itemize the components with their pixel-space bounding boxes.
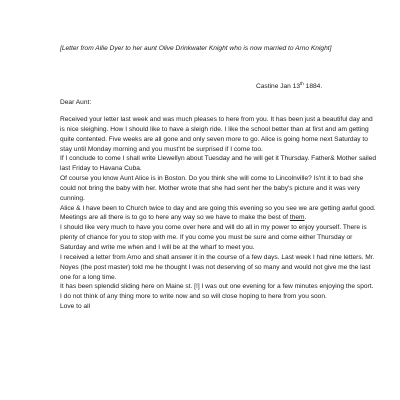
underlined-word: them xyxy=(289,214,305,222)
editor-note: [Letter from Allie Dyer to her aunt Olive Drinkwater Knight who is now married to Arno Knight] xyxy=(60,45,332,52)
paragraph: It has been splendid sliding here on Maine st. [!] I was out one evening for a few minutes enjoying the sport. xyxy=(60,283,374,291)
closing: Love to all xyxy=(60,303,91,311)
meetings-end: . xyxy=(304,214,307,222)
paragraph: I do not think of any thing more to write now and so will close hoping to here from you soon. xyxy=(60,293,327,301)
dateline xyxy=(256,79,322,92)
paragraph: Alice & I have been to Church twice to day and are going this evening so you see we are getting awful good. xyxy=(60,204,376,212)
paragraph: If I conclude to come I shall write Llewellyn about Tuesday and he will get it Thursday. Father& Mother sailed last Friday to Havana Cuba. xyxy=(60,155,377,173)
letter-body xyxy=(60,115,378,312)
paragraph: Of course you know Aunt Alice is in Boston. Do you think she will come to Lincolnville? Is'nt it to bad she could not bring the baby with her. Mother wrote that she had sent her the baby's picture and it was very cunning. xyxy=(60,175,364,202)
salutation: Dear Aunt: xyxy=(60,99,92,106)
paragraph-meetings xyxy=(60,213,378,223)
meetings-text: Meetings are all there is to go to here any way so we have to make the best of xyxy=(60,214,288,222)
paragraph: I received a letter from Arno and shall answer it in the course of a few days. Last week I had nine letters. Mr. Noyes (the post master) told me he thought I was not deserving of so many and would not give me the last one for a long time. xyxy=(60,253,375,281)
paragraph: Received your letter last week and was much pleases to here from you. It has been just a beautiful day and is nice sleighing. How I should like to have a sleigh ride. I like the school better than at first and am getting quite contented. Five weeks are all gone and only seven more to go. Alice is going home next Saturday to stay until Monday morning and you must'nt be surprised if I come too. xyxy=(60,116,373,153)
dateline-ordinal: th xyxy=(300,81,304,86)
dateline-place-day: Castine Jan 13 xyxy=(256,83,300,91)
dateline-year: 1884. xyxy=(303,83,323,91)
paragraph: I should like very much to have you come over here and will do all in my power to enjoy yourself. There is plenty of chance for you to stop with me. If you come you must be sure and come either Thursday or Saturday and write me when and I will be at the wharf to meet you. xyxy=(60,224,367,251)
